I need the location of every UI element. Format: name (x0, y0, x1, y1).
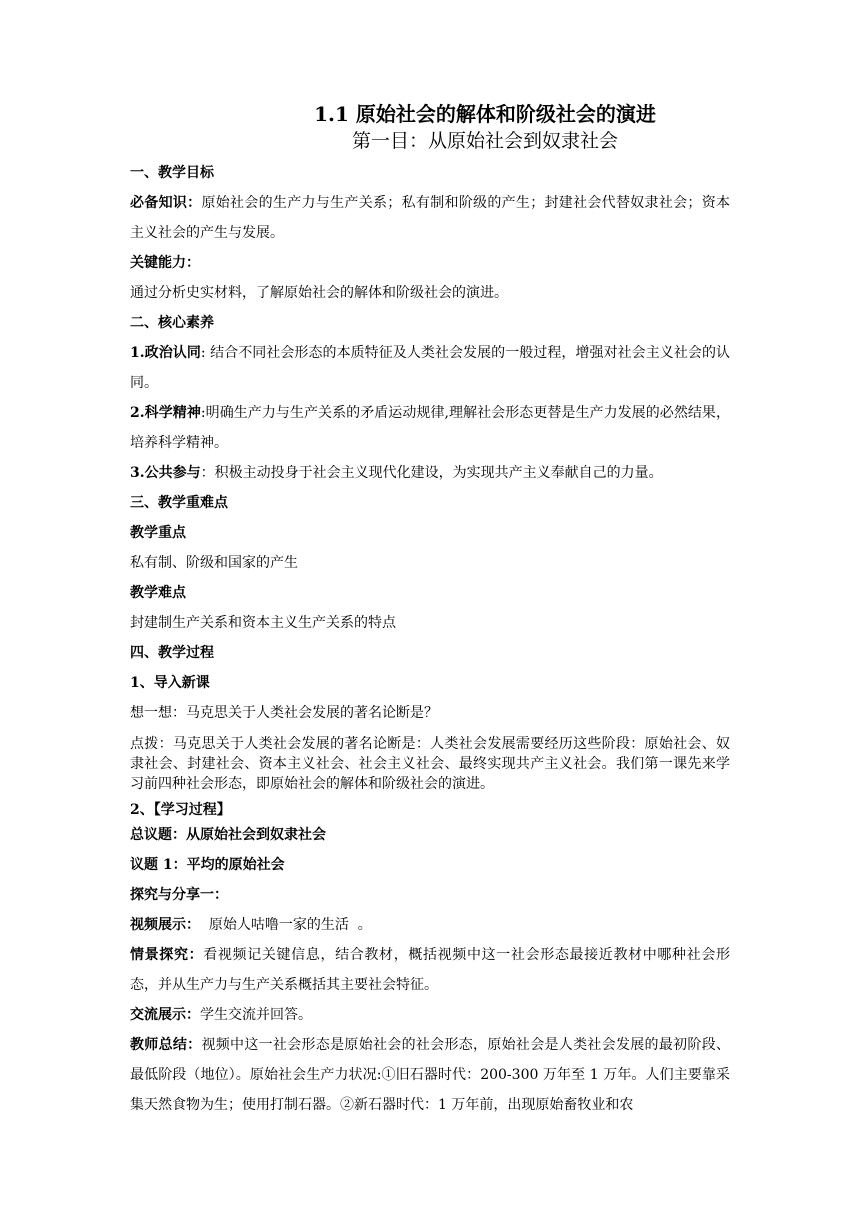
section-heading (130, 308, 730, 338)
heading-text: 二、核心素养 (130, 315, 214, 331)
heading-text: 教学难点 (130, 585, 186, 601)
paragraph-label: 情景探究： (130, 947, 204, 963)
paragraph-label: 必备知识： (130, 195, 202, 211)
paragraph-text: :明确生产力与生产关系的矛盾运动规律,理解社会形态更替是生产力发展的必然结果，培养科学精神。 (130, 405, 730, 451)
heading-text: 探究与分享一： (130, 887, 228, 903)
section-heading (130, 668, 730, 698)
paragraph-label: 视频展示： (130, 917, 200, 933)
document-subtitle: 第一目：从原始社会到奴隶社会 (351, 130, 618, 152)
section-heading (130, 820, 730, 850)
paragraph-label: 3.公共参与 (130, 465, 201, 481)
document-body (130, 158, 730, 1120)
paragraph (130, 608, 730, 638)
paragraph-text: 封建制生产关系和资本主义生产关系的特点 (130, 615, 396, 631)
heading-text: 教学重点 (130, 525, 186, 541)
paragraph-text: 看视频记关键信息，结合教材，概括视频中这一社会形态最接近教材中哪种社会形态，并从生产力与生产关系概括其主要社会特征。 (130, 947, 730, 993)
heading-text: 议题 1：平均的原始社会 (130, 857, 285, 873)
section-heading (130, 850, 730, 880)
paragraph-text: 点拨：马克思关于人类社会发展的著名论断是：人类社会发展需要经历这些阶段：原始社会、奴隶社会、封建社会、资本主义社会、社会主义社会、最终实现共产主义社会。我们第一课先来学习前四种社会形态，即原始社会的解体和阶级社会的演进。 (130, 736, 730, 792)
section-heading (130, 638, 730, 668)
paragraph (130, 940, 730, 1000)
paragraph (130, 1030, 730, 1120)
paragraph (130, 458, 730, 488)
document-page (130, 100, 730, 1120)
section-heading (130, 248, 730, 278)
heading-text: 总议题：从原始社会到奴隶社会 (130, 827, 326, 843)
section-heading (130, 518, 730, 548)
section-heading (130, 880, 730, 910)
paragraph-text: 学生交流并回答。 (200, 1007, 312, 1023)
section-heading (130, 488, 730, 518)
paragraph (130, 398, 730, 458)
paragraph-text: 私有制、阶级和国家的产生 (130, 555, 298, 571)
paragraph (130, 1000, 730, 1030)
paragraph (130, 910, 730, 940)
paragraph-text: 通过分析史实材料，了解原始社会的解体和阶级社会的演进。 (130, 285, 508, 301)
heading-text: 关键能力： (130, 255, 200, 271)
paragraph-label: 1.政治认同 (130, 345, 201, 361)
paragraph-label: 交流展示： (130, 1007, 200, 1023)
paragraph (130, 698, 730, 728)
heading-text: 1、导入新课 (130, 675, 210, 691)
heading-text: 四、教学过程 (130, 645, 214, 661)
section-heading (130, 578, 730, 608)
paragraph (130, 278, 730, 308)
paragraph-text: 原始人咕噜一家的生活 。 (200, 917, 372, 933)
paragraph-text: 原始社会的生产力与生产关系；私有制和阶级的产生；封建社会代替奴隶社会；资本主义社会的产生与发展。 (130, 195, 731, 241)
paragraph (130, 188, 730, 248)
paragraph-text: : 结合不同社会形态的本质特征及人类社会发展的一般过程，增强对社会主义社会的认同。 (130, 345, 730, 391)
heading-text: 2、【学习过程】 (130, 802, 231, 818)
paragraph-text: 想一想：马克思关于人类社会发展的著名论断是？ (130, 705, 438, 721)
heading-text: 三、教学重难点 (130, 495, 228, 511)
paragraph-text: ：积极主动投身于社会主义现代化建设，为实现共产主义奉献自己的力量。 (200, 465, 663, 481)
paragraph-text: 视频中这一社会形态是原始社会的社会形态，原始社会是人类社会发展的最初阶段、最低阶段（地位）。原始社会生产力状况:①旧石器时代：200-300 万年至 1 万年。人们主要靠采集天然食物为生；使用打制石器。②新石器时代：1 万年前，出现原始畜牧业和农 (130, 1037, 731, 1113)
section-heading (130, 158, 730, 188)
paragraph-label: 教师总结： (130, 1037, 202, 1053)
section-heading (130, 800, 730, 820)
paragraph (130, 734, 730, 794)
paragraph (130, 338, 730, 398)
paragraph-label: 2.科学精神 (130, 405, 201, 421)
paragraph (130, 548, 730, 578)
heading-text: 一、教学目标 (130, 165, 214, 181)
document-title: 1.1 原始社会的解体和阶级社会的演进 (314, 102, 656, 126)
